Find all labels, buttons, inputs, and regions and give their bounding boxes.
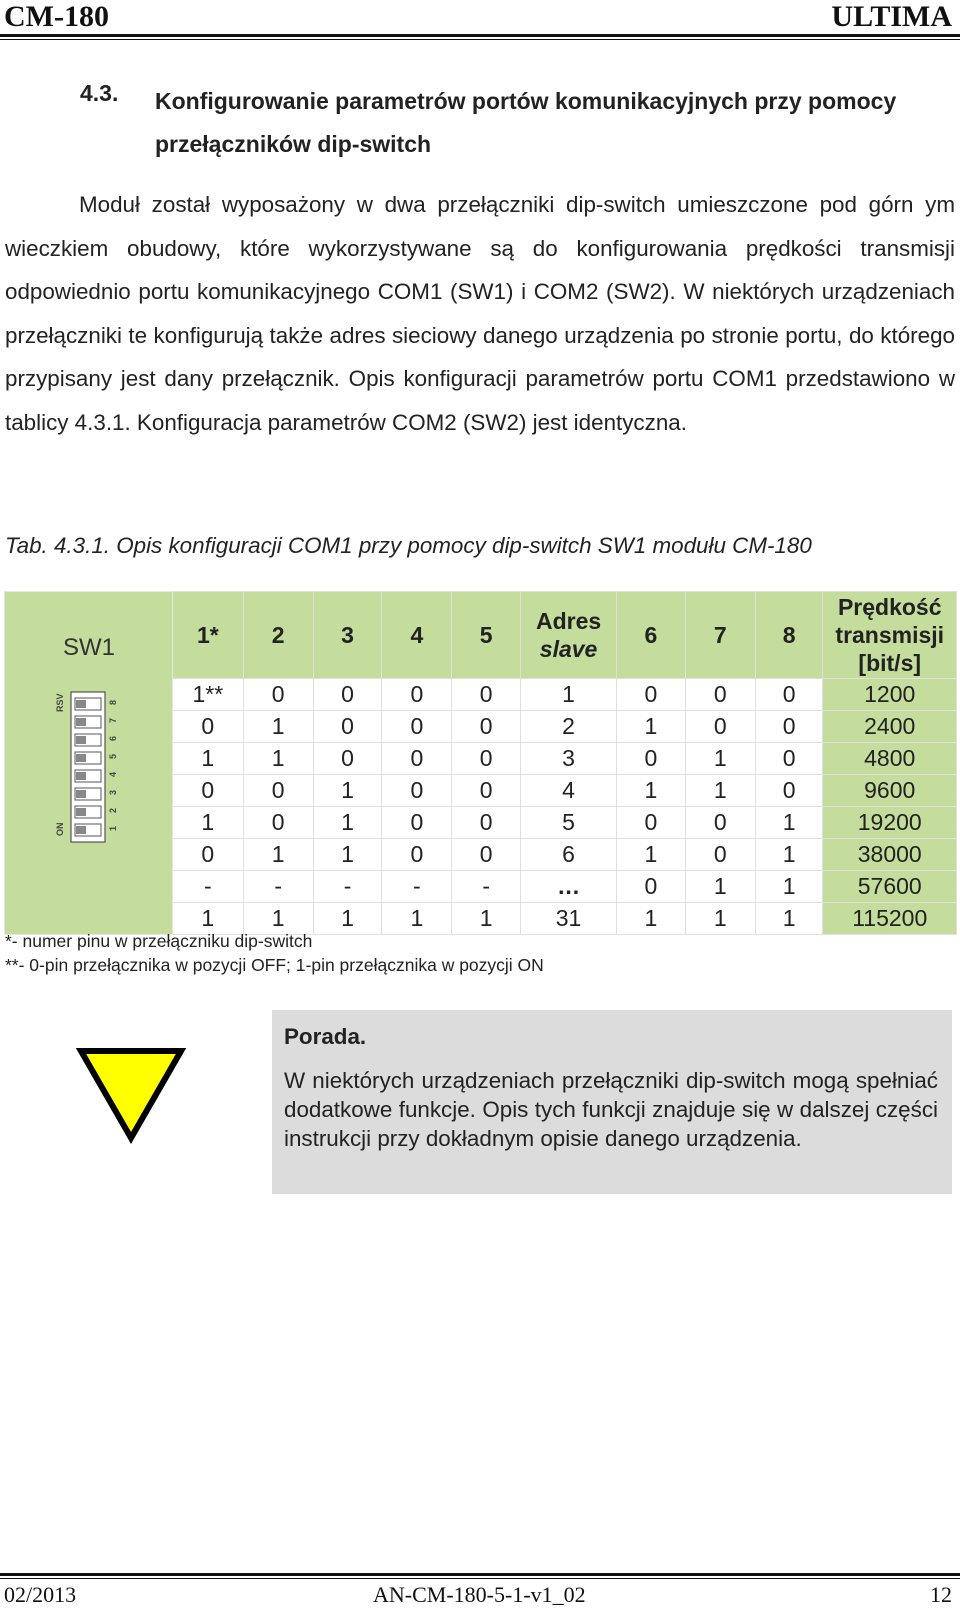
pin-cell: 0 xyxy=(452,679,521,711)
speed-cell: 2400 xyxy=(823,711,957,743)
pin-cell: 1 xyxy=(617,775,686,807)
header-pin-1: 1* xyxy=(172,592,243,679)
pin-cell: 0 xyxy=(172,839,243,871)
pin-cell: 1 xyxy=(243,743,313,775)
pin-cell: 1 xyxy=(452,903,521,935)
header-speed-line3: [bit/s] xyxy=(858,650,922,676)
pin-cell: 1 xyxy=(755,871,823,903)
pin-cell: 1 xyxy=(313,839,382,871)
footnote-pin-number: *- numer pinu w przełączniku dip-switch xyxy=(5,931,313,951)
speed-cell: 1200 xyxy=(823,679,957,711)
header-pin-3: 3 xyxy=(313,592,382,679)
pin-cell: 0 xyxy=(685,711,755,743)
pin-cell: 1 xyxy=(243,903,313,935)
pin-cell: 0 xyxy=(172,775,243,807)
tip-box xyxy=(272,1010,952,1194)
pin-cell: 0 xyxy=(685,839,755,871)
pin-cell: 1 xyxy=(172,807,243,839)
pin-cell: 0 xyxy=(755,743,823,775)
footer-doc-id: AN-CM-180-5-1-v1_02 xyxy=(373,1582,586,1607)
speed-cell: 115200 xyxy=(823,903,957,935)
body-paragraph: Moduł został wyposażony w dwa przełączniki dip-switch umieszczone pod górn ym wieczkiem obudowy, które wykorzystywane są do konfigurowania prędkości transmisji odpowiednio portu komunikacyjnego COM1 (SW1) i COM2 (SW2). W niektórych urządzeniach przełączniki te konfigurują także adres sieciowy danego urządzenia po stronie portu, do którego przypisany jest dany przełącznik. Opis konfiguracji parametrów portu COM1 przedstawiono w tablicy 4.3.1. Konfiguracja parametrów COM2 (SW2) jest identyczna. xyxy=(5,192,955,435)
dip-pin-number: 6 xyxy=(108,735,118,741)
dip-pin-number: 5 xyxy=(108,753,118,759)
pin-cell: 1 xyxy=(685,903,755,935)
dip-switch-table xyxy=(4,591,957,935)
address-cell: 6 xyxy=(521,839,617,871)
dip-pin-number: 1 xyxy=(108,825,118,831)
pin-cell: 0 xyxy=(243,807,313,839)
pin-cell: 0 xyxy=(313,679,382,711)
header-speed-line2: transmisji xyxy=(835,622,945,648)
header-brand: ULTIMA xyxy=(831,0,952,33)
header-pin-7: 7 xyxy=(685,592,755,679)
header-rule-thick xyxy=(0,34,960,37)
pin-cell: 0 xyxy=(685,807,755,839)
pin-cell: - xyxy=(313,871,382,903)
pin-cell: 1 xyxy=(617,711,686,743)
footer-rule-thin xyxy=(0,1578,960,1579)
pin-cell: 0 xyxy=(243,775,313,807)
pin-cell: 1 xyxy=(243,711,313,743)
dip-knob xyxy=(76,700,86,708)
speed-cell: 57600 xyxy=(823,871,957,903)
header-pin-8: 8 xyxy=(755,592,823,679)
pin-cell: 0 xyxy=(172,711,243,743)
header-address-line1: Adres xyxy=(535,608,602,634)
header-pin-5: 5 xyxy=(452,592,521,679)
header-address xyxy=(521,592,617,679)
pin-cell: 1** xyxy=(172,679,243,711)
dip-knob xyxy=(76,736,86,744)
pin-cell: 0 xyxy=(452,775,521,807)
pin-cell: 1 xyxy=(243,839,313,871)
pin-cell: - xyxy=(382,871,452,903)
header-pin-6: 6 xyxy=(617,592,686,679)
pin-cell: 1 xyxy=(313,775,382,807)
header-model: CM-180 xyxy=(4,0,109,33)
pin-cell: 1 xyxy=(755,903,823,935)
tip-body: W niektórych urządzeniach przełączniki dip-switch mogą spełniać dodatkowe funkcje. Opis tych funkcji znajduje się w dalszej części instrukcji przy dokładnym opisie danego urządzenia. xyxy=(284,1068,938,1151)
pin-cell: 0 xyxy=(313,711,382,743)
pin-cell: 1 xyxy=(313,807,382,839)
dip-on-label: ON xyxy=(55,822,65,836)
header-pin-2: 2 xyxy=(243,592,313,679)
pin-cell: 0 xyxy=(382,679,452,711)
pin-cell: - xyxy=(243,871,313,903)
table-caption: Tab. 4.3.1. Opis konfiguracji COM1 przy pomocy dip-switch SW1 modułu CM-180 xyxy=(5,533,812,558)
pin-cell: 0 xyxy=(382,775,452,807)
address-cell: 1 xyxy=(521,679,617,711)
pin-cell: 0 xyxy=(382,839,452,871)
pin-cell: 1 xyxy=(172,903,243,935)
pin-cell: 0 xyxy=(313,743,382,775)
pin-cell: 1 xyxy=(313,903,382,935)
pin-cell: 0 xyxy=(617,807,686,839)
pin-cell: 1 xyxy=(685,743,755,775)
address-cell: 31 xyxy=(521,903,617,935)
pin-cell: 0 xyxy=(452,807,521,839)
footnote-pin-state: **- 0-pin przełącznika w pozycji OFF; 1-pin przełącznika w pozycji ON xyxy=(5,955,544,975)
pin-cell: - xyxy=(452,871,521,903)
pin-cell: 1 xyxy=(172,743,243,775)
footer-date: 02/2013 xyxy=(4,1582,77,1607)
section-title: Konfigurowanie parametrów portów komunikacyjnych przy pomocy przełączników dip-switch xyxy=(155,88,897,157)
speed-cell: 38000 xyxy=(823,839,957,871)
pin-cell: 0 xyxy=(617,679,686,711)
tip-title: Porada. xyxy=(284,1024,367,1049)
pin-cell: 1 xyxy=(755,807,823,839)
warning-triangle-icon xyxy=(78,1048,184,1142)
header-rule-thin xyxy=(0,39,960,40)
dip-knob xyxy=(76,718,86,726)
address-cell: … xyxy=(521,871,617,903)
pin-cell: 0 xyxy=(243,679,313,711)
header-speed-line1: Prędkość xyxy=(837,594,942,620)
dip-pin-number: 2 xyxy=(108,807,118,813)
address-cell: 3 xyxy=(521,743,617,775)
pin-cell: - xyxy=(172,871,243,903)
dip-rsv-label: RSV xyxy=(55,693,65,712)
dip-pin-number: 7 xyxy=(108,717,118,723)
header-address-line2: slave xyxy=(539,636,598,662)
address-cell: 2 xyxy=(521,711,617,743)
dip-knob xyxy=(76,754,86,762)
dip-pin-number: 8 xyxy=(108,699,118,705)
dip-knob xyxy=(76,808,86,816)
footer-rule-thick xyxy=(0,1573,960,1576)
speed-cell: 19200 xyxy=(823,807,957,839)
pin-cell: 0 xyxy=(755,775,823,807)
address-cell: 4 xyxy=(521,775,617,807)
pin-cell: 0 xyxy=(382,743,452,775)
pin-cell: 0 xyxy=(452,839,521,871)
pin-cell: 1 xyxy=(685,775,755,807)
address-cell: 5 xyxy=(521,807,617,839)
pin-cell: 1 xyxy=(617,839,686,871)
pin-cell: 0 xyxy=(382,711,452,743)
pin-cell: 1 xyxy=(382,903,452,935)
pin-cell: 0 xyxy=(685,679,755,711)
table-header-row xyxy=(5,592,957,679)
switch-label: SW1 xyxy=(63,634,116,661)
dip-pin-number: 4 xyxy=(108,771,118,777)
pin-cell: 0 xyxy=(452,743,521,775)
pin-cell: 1 xyxy=(755,839,823,871)
pin-cell: 1 xyxy=(685,871,755,903)
speed-cell: 4800 xyxy=(823,743,957,775)
dip-knob xyxy=(76,826,86,834)
pin-cell: 0 xyxy=(755,711,823,743)
header-speed xyxy=(823,592,957,679)
pin-cell: 0 xyxy=(617,871,686,903)
header-pin-4: 4 xyxy=(382,592,452,679)
pin-cell: 0 xyxy=(382,807,452,839)
pin-cell: 0 xyxy=(755,679,823,711)
switch-illustration-cell xyxy=(5,592,173,935)
footer-page-number: 12 xyxy=(930,1582,952,1607)
section-number: 4.3. xyxy=(80,80,119,106)
dip-pin-number: 3 xyxy=(108,789,118,795)
speed-cell: 9600 xyxy=(823,775,957,807)
dip-knob xyxy=(76,790,86,798)
dip-knob xyxy=(76,772,86,780)
pin-cell: 0 xyxy=(452,711,521,743)
pin-cell: 1 xyxy=(617,903,686,935)
pin-cell: 0 xyxy=(617,743,686,775)
dip-switch-icon xyxy=(57,690,119,850)
